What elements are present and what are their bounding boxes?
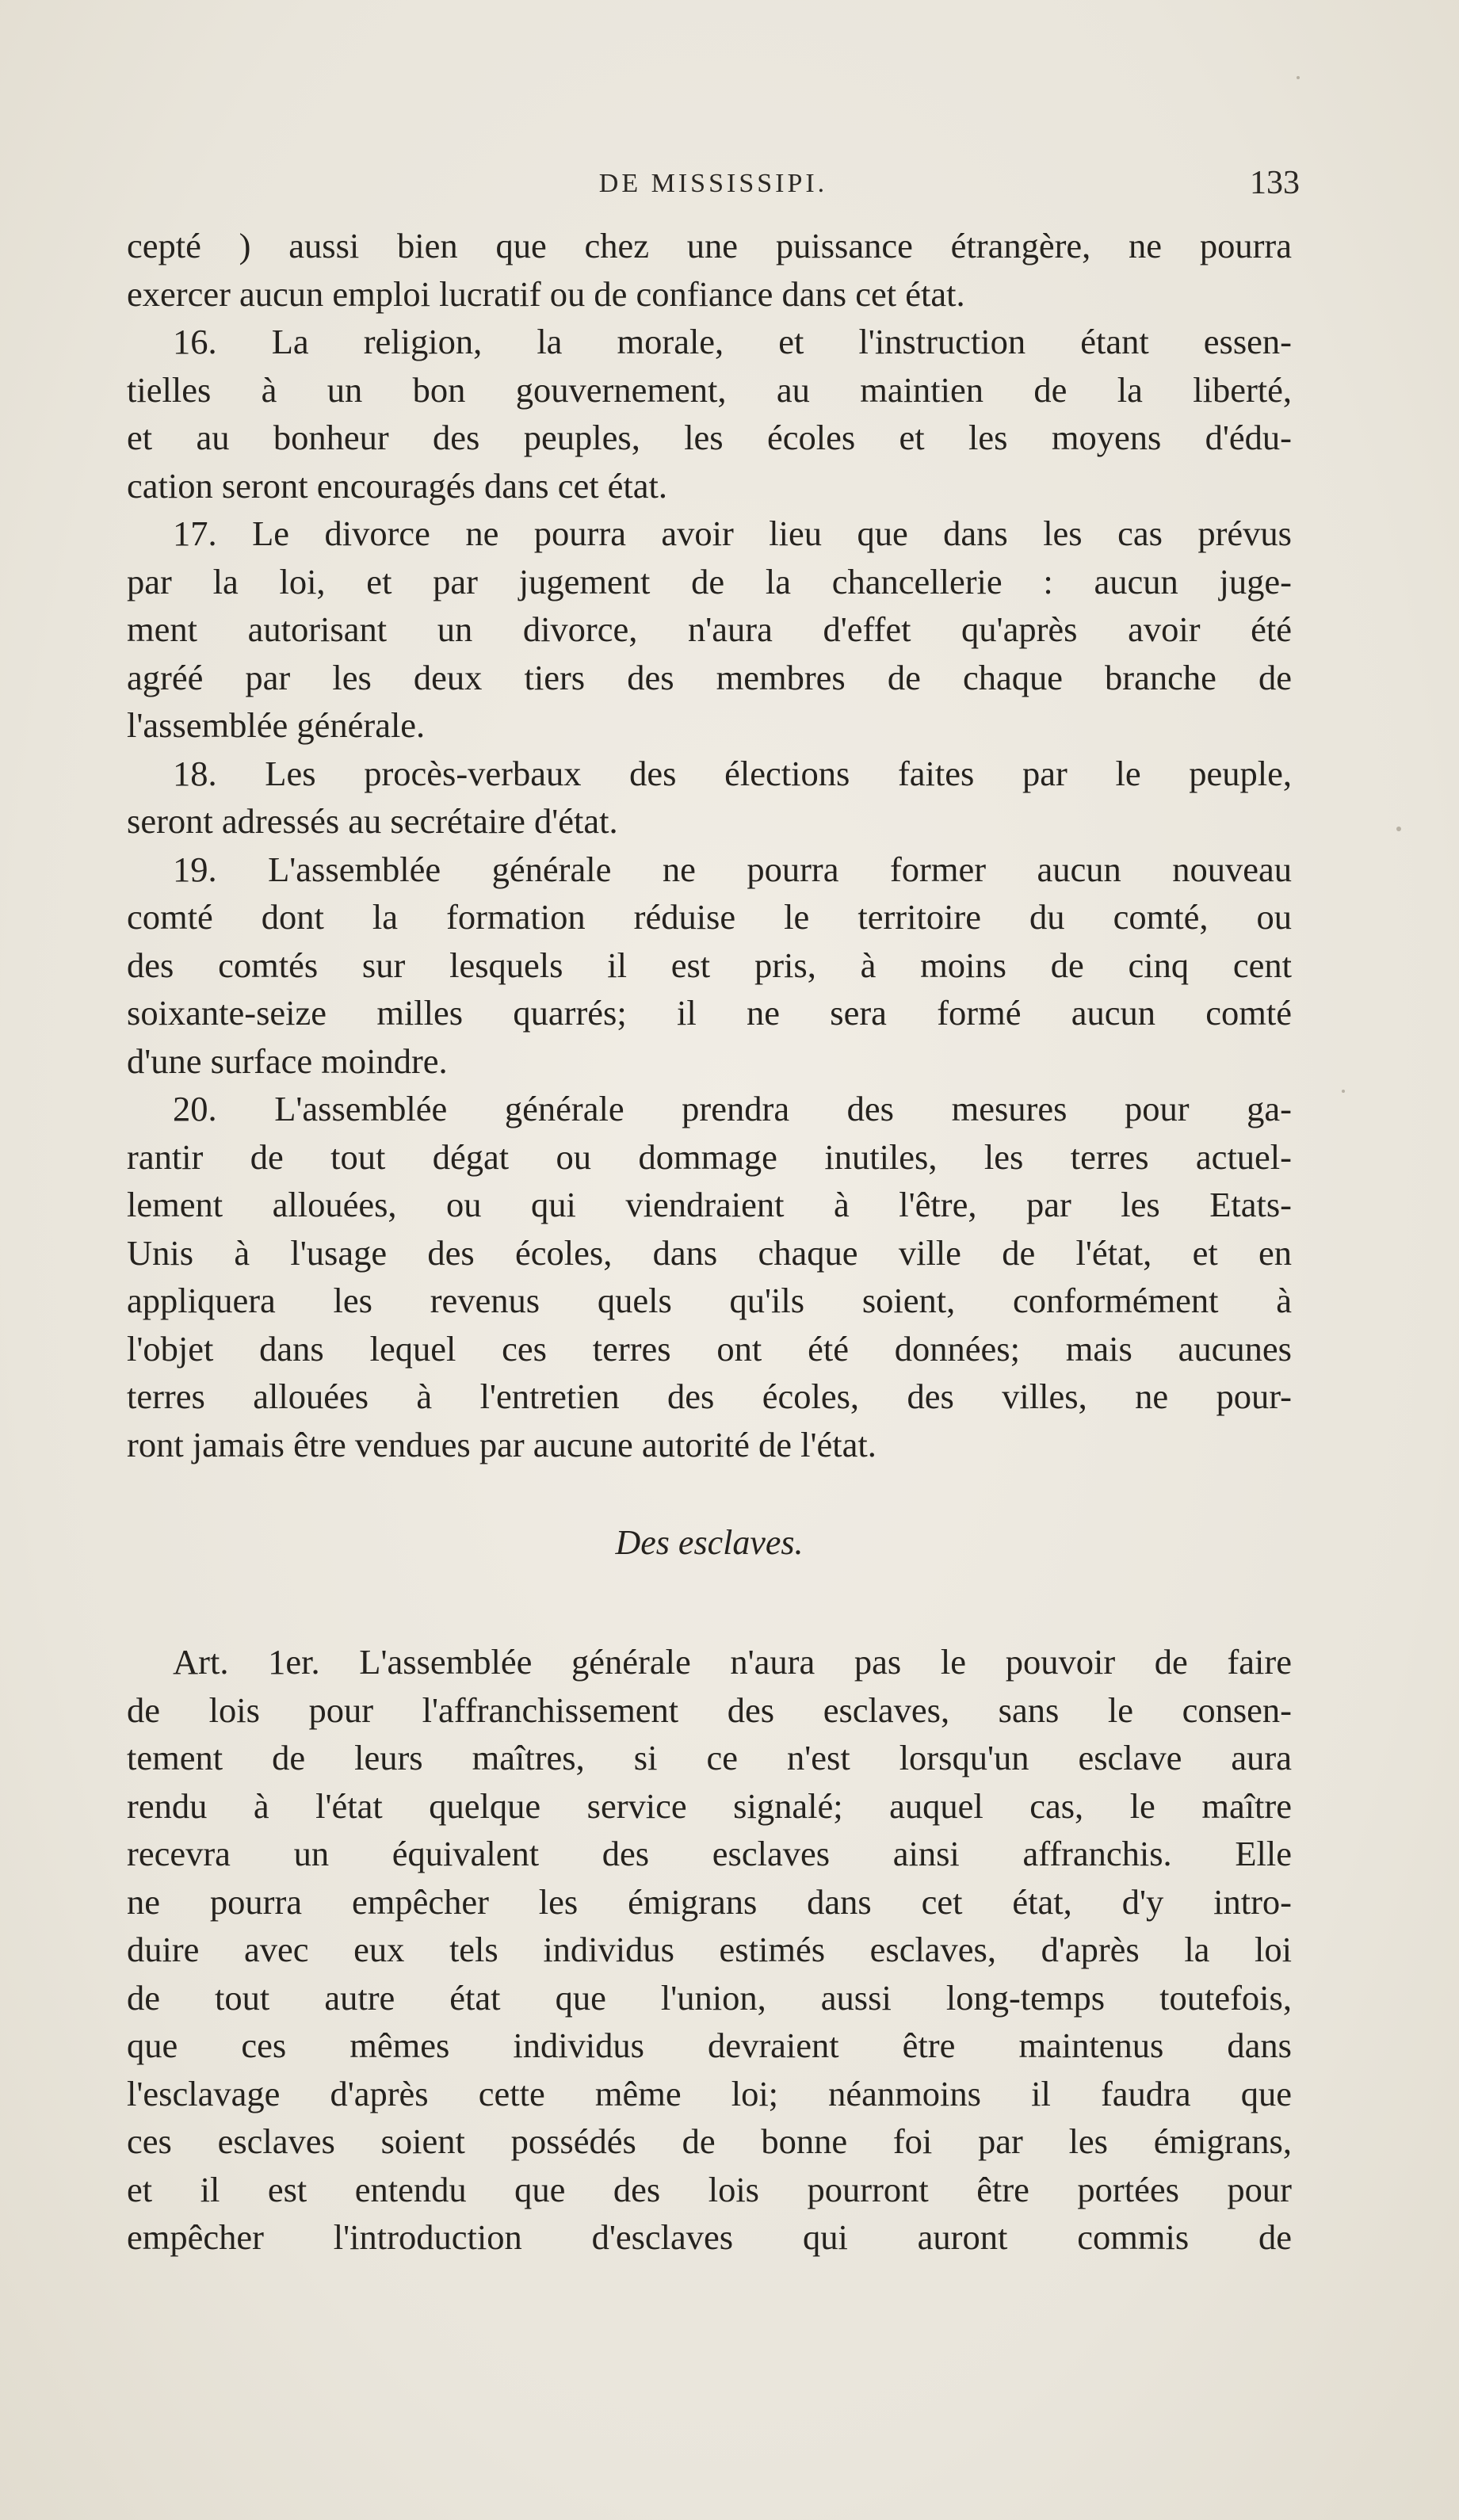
text-line: agréé par les deux tiers des membres de chaque branche de xyxy=(127,657,1292,697)
section-spacer xyxy=(127,1468,1292,1519)
text-line: 19. L'assemblée générale ne pourra former aucun nouveau xyxy=(173,849,1292,889)
text-line: comté dont la formation réduise le territoire du comté, ou xyxy=(127,897,1292,937)
text-line: que ces mêmes individus devraient être maintenus dans xyxy=(127,2026,1292,2065)
text-line: l'assemblée générale. xyxy=(127,705,426,745)
text-line: l'esclavage d'après cette même loi; néanmoins il faudra que xyxy=(127,2073,1292,2113)
text-line: exercer aucun emploi lucratif ou de confiance dans cet état. xyxy=(127,273,965,314)
page-number: 133 xyxy=(1250,165,1300,201)
running-head xyxy=(127,162,1300,210)
text-line: cepté ) aussi bien que chez une puissance étrangère, ne pourra xyxy=(127,226,1292,265)
text-line: 16. La religion, la morale, et l'instruction étant essen- xyxy=(173,322,1292,361)
text-line: recevra un équivalent des esclaves ainsi affranchis. Elle xyxy=(127,1834,1292,1873)
text-line: tielles à un bon gouvernement, au maintien de la liberté, xyxy=(127,369,1292,410)
text-line: duire avec eux tels individus estimés esclaves, d'après la loi xyxy=(127,1930,1292,1969)
text-line: 20. L'assemblée générale prendra des mesures pour ga- xyxy=(173,1089,1292,1128)
text-line: ront jamais être vendues par aucune autorité de l'état. xyxy=(127,1424,877,1464)
text-line: par la loi, et par jugement de la chancellerie : aucun juge- xyxy=(127,561,1292,601)
section-heading: Des esclaves. xyxy=(615,1523,804,1562)
text-line: seront adressés au secrétaire d'état. xyxy=(127,801,618,841)
text-line: cation seront encouragés dans cet état. xyxy=(127,465,668,506)
text-line: d'une surface moindre. xyxy=(127,1040,448,1081)
text-line: et il est entendu que des lois pourront être portées pour xyxy=(127,2169,1292,2209)
paper-speck xyxy=(1396,827,1401,831)
page-text xyxy=(127,222,1292,2262)
text-line: terres allouées à l'entretien des écoles, des villes, ne pour- xyxy=(127,1376,1292,1416)
text-line: appliquera les revenus quels qu'ils soient, conformément à xyxy=(127,1281,1292,1320)
text-line: et au bonheur des peuples, les écoles et les moyens d'édu- xyxy=(127,418,1292,457)
text-line: de lois pour l'affranchissement des esclaves, sans le consen- xyxy=(127,1690,1292,1730)
running-title: DE MISSISSIPI. xyxy=(598,169,828,198)
text-line: 18. Les procès-verbaux des élections faites par le peuple, xyxy=(173,753,1292,793)
text-line: lement allouées, ou qui viendraient à l'être, par les Etats- xyxy=(127,1185,1292,1224)
text-line: Art. 1er. L'assemblée générale n'aura pas le pouvoir de faire xyxy=(173,1642,1292,1682)
text-line: l'objet dans lequel ces terres ont été données; mais aucunes xyxy=(127,1328,1292,1369)
text-line: des comtés sur lesquels il est pris, à moins de cinq cent xyxy=(127,945,1292,985)
text-line: rantir de tout dégat ou dommage inutiles, les terres actuel- xyxy=(127,1136,1292,1177)
text-line: Unis à l'usage des écoles, dans chaque ville de l'état, et en xyxy=(127,1232,1292,1273)
section-spacer xyxy=(127,1567,1292,1638)
text-line: rendu à l'état quelque service signalé; auquel cas, le maître xyxy=(127,1785,1292,1826)
paper-speck xyxy=(1297,76,1300,79)
text-line: 17. Le divorce ne pourra avoir lieu que dans les cas prévus xyxy=(173,514,1292,553)
text-line: ne pourra empêcher les émigrans dans cet état, d'y intro- xyxy=(127,1881,1292,1922)
text-line: ces esclaves soient possédés de bonne foi par les émigrans, xyxy=(127,2121,1292,2161)
text-line: empêcher l'introduction d'esclaves qui auront commis de xyxy=(127,2217,1292,2257)
text-line: tement de leurs maîtres, si ce n'est lorsqu'un esclave aura xyxy=(127,1738,1292,1777)
text-line: soixante-seize milles quarrés; il ne sera formé aucun comté xyxy=(127,993,1292,1033)
paper-speck xyxy=(1342,1090,1345,1093)
text-line: de tout autre état que l'union, aussi long-temps toutefois, xyxy=(127,1977,1292,2018)
text-line: ment autorisant un divorce, n'aura d'effet qu'après avoir été xyxy=(127,609,1292,649)
